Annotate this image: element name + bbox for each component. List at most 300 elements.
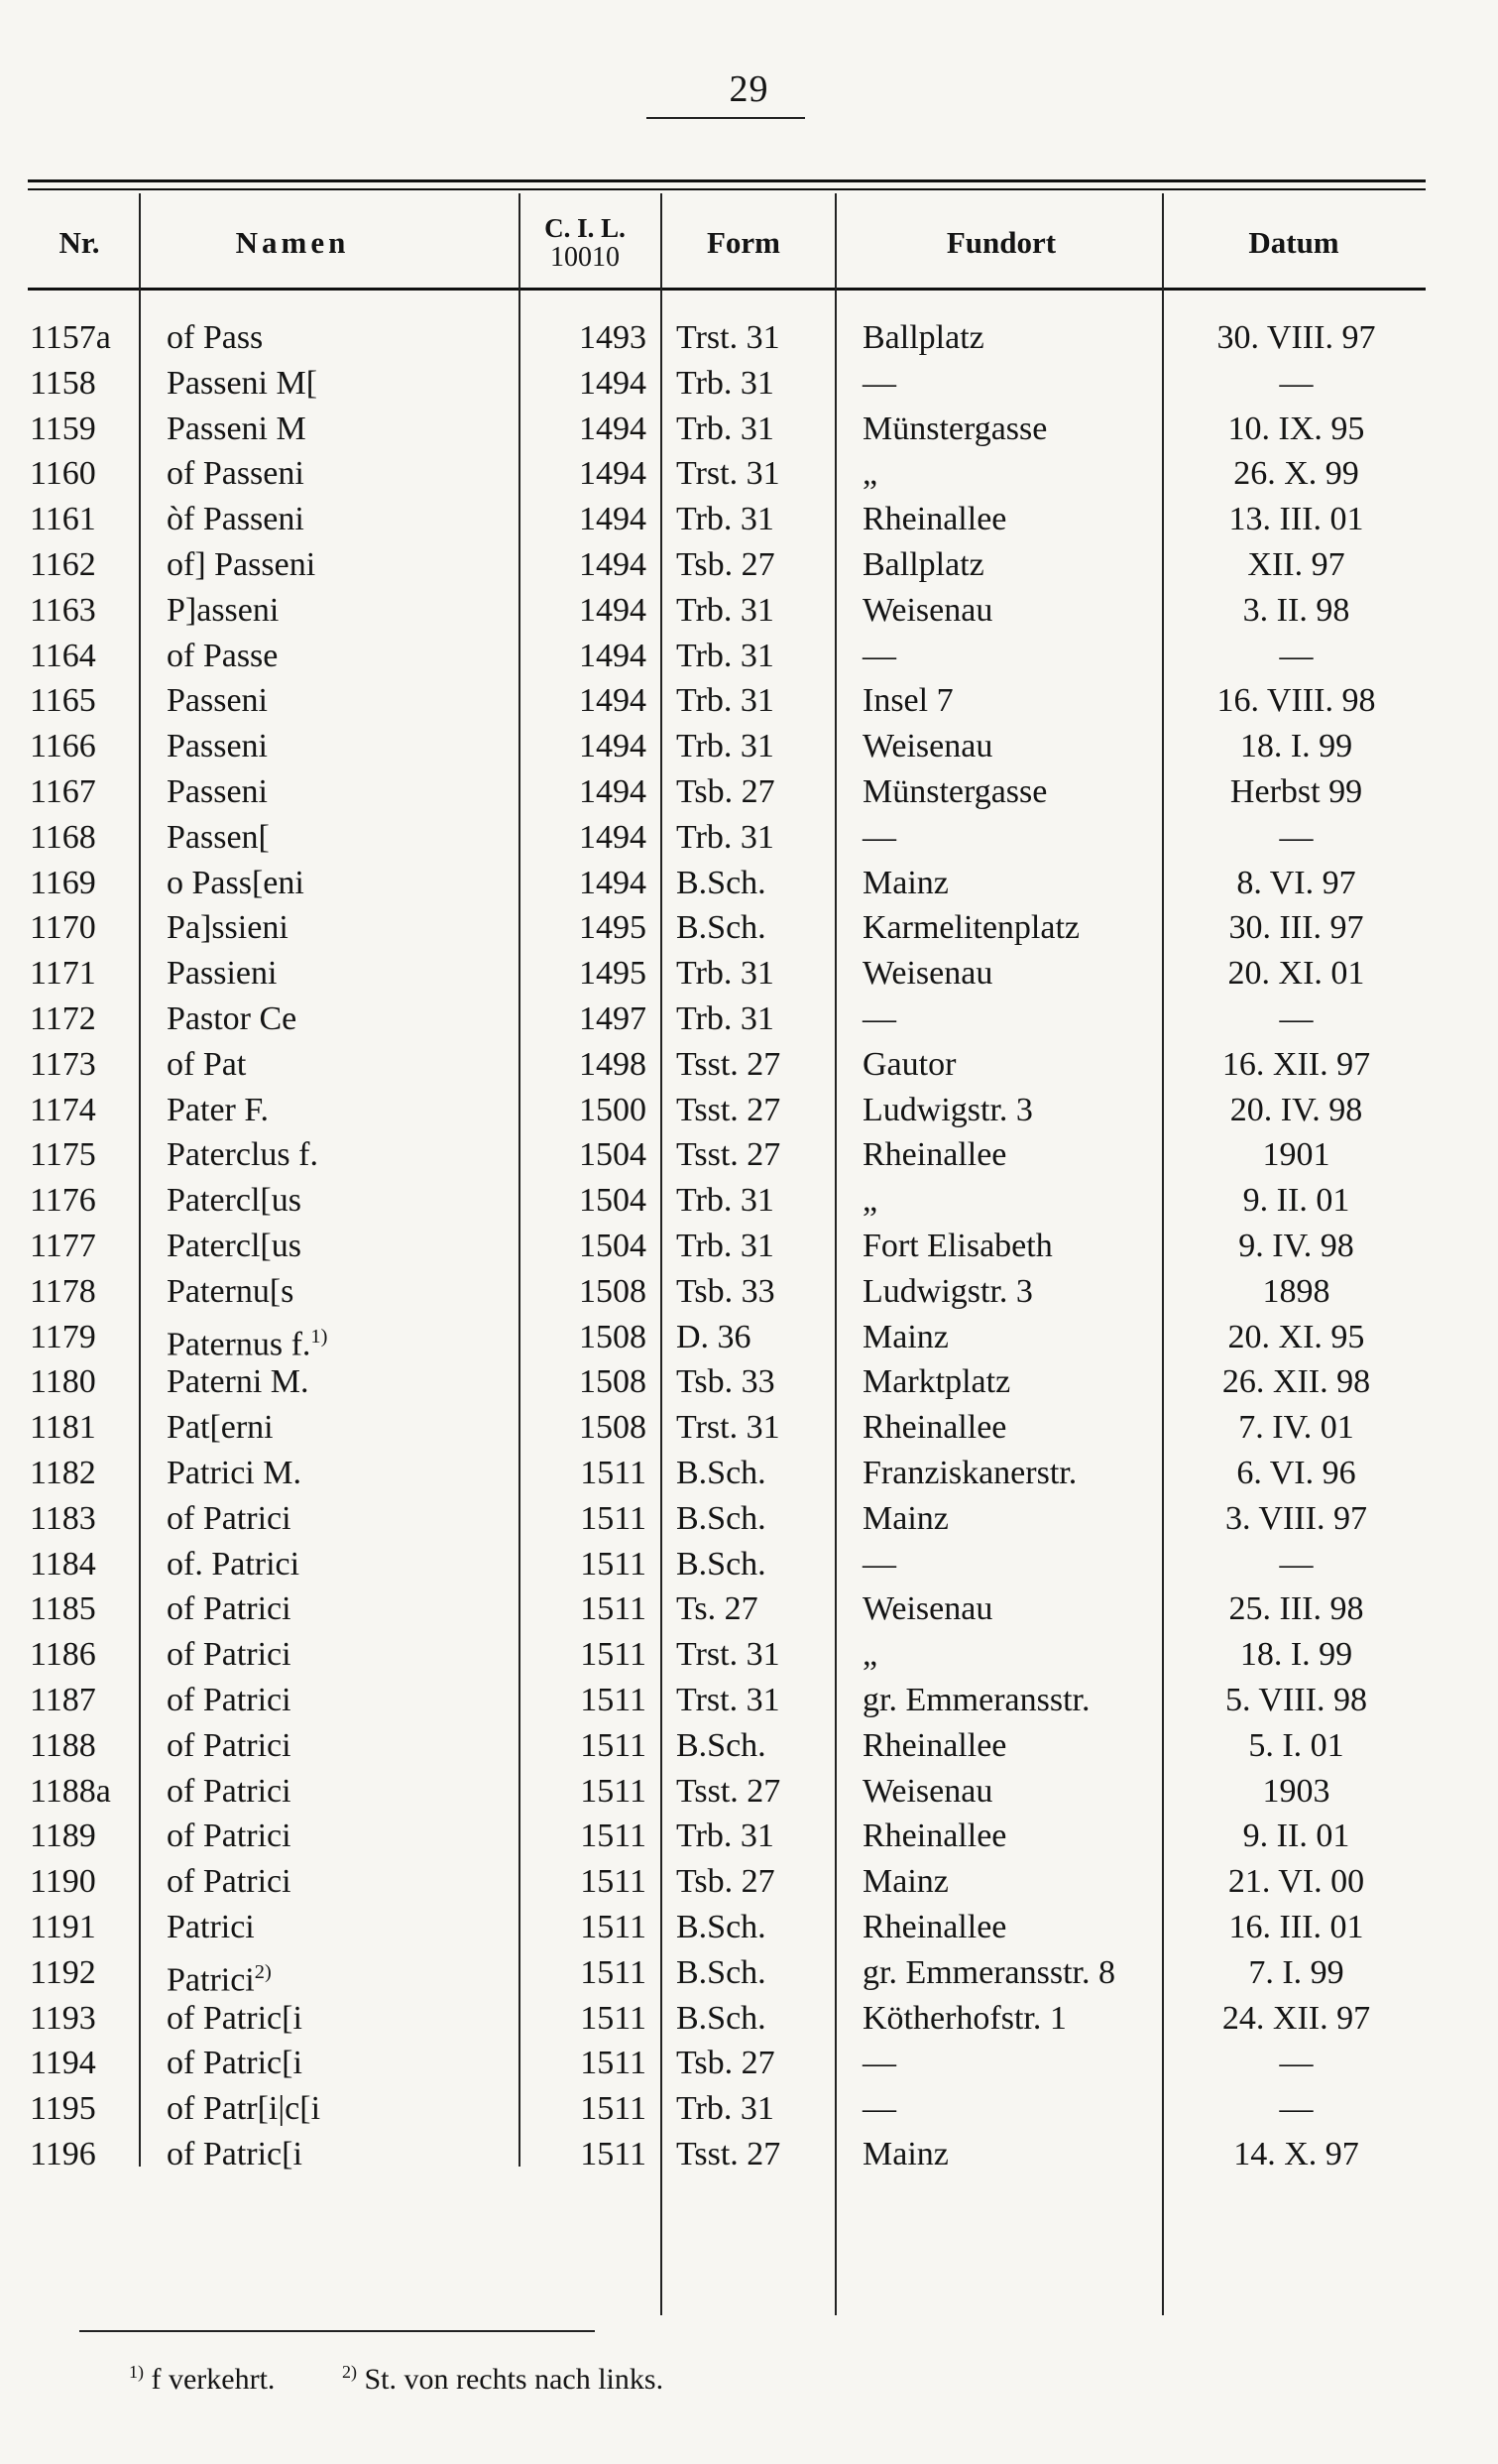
cell-cil: 1511 <box>580 1954 646 1991</box>
table-row <box>0 1405 1498 1450</box>
header-bottom-rule <box>28 288 1426 291</box>
footnote-2-text: St. von rechts nach links. <box>364 2363 664 2396</box>
cell-datum: 21. VI. 00 <box>1227 1863 1365 1900</box>
cell-nr: 1196 <box>30 2136 96 2172</box>
cell-fundort: Marktplatz <box>863 1363 1011 1400</box>
cell-fundort: Ballplatz <box>863 319 984 356</box>
table-row <box>0 1178 1498 1223</box>
cell-cil: 1497 <box>579 1000 646 1037</box>
cell-fundort: Rheinallee <box>863 1136 1007 1173</box>
cell-nr: 1187 <box>30 1682 96 1718</box>
table-row <box>0 315 1498 360</box>
footnote-1-text: f verkehrt. <box>151 2363 276 2396</box>
cell-name: of Patric[i <box>167 2136 302 2172</box>
cell-cil: 1508 <box>579 1363 646 1400</box>
cell-cil: 1504 <box>579 1182 646 1219</box>
cell-nr: 1178 <box>30 1273 96 1310</box>
table-row <box>0 542 1498 587</box>
cell-nr: 1191 <box>30 1909 96 1945</box>
cell-name: Paterni M. <box>167 1363 309 1400</box>
cell-cil: 1493 <box>579 319 646 356</box>
cell-name: Passeni M <box>167 411 306 447</box>
cell-nr: 1174 <box>30 1092 96 1128</box>
cell-nr: 1182 <box>30 1455 96 1491</box>
cell-fundort: Mainz <box>863 2136 949 2172</box>
table-row <box>0 769 1498 814</box>
cell-nr: 1165 <box>30 682 96 719</box>
cell-nr: 1170 <box>30 909 96 946</box>
footnote-rule <box>79 2330 595 2332</box>
cell-name: of Patric[i <box>167 2000 302 2037</box>
cell-form: B.Sch. <box>676 1909 766 1945</box>
cell-form: Trb. 31 <box>676 501 774 537</box>
table-top-rule-inner <box>28 188 1426 190</box>
cell-fundort: — <box>863 638 896 674</box>
cell-nr: 1166 <box>30 728 96 764</box>
cell-nr: 1176 <box>30 1182 96 1219</box>
cell-cil: 1494 <box>579 819 646 856</box>
header-cil-top: C. I. L. <box>544 213 626 243</box>
cell-nr: 1195 <box>30 2090 96 2127</box>
cell-nr: 1189 <box>30 1818 96 1854</box>
cell-datum: — <box>1279 819 1314 856</box>
cell-cil: 1511 <box>580 2136 646 2172</box>
cell-cil: 1504 <box>579 1136 646 1173</box>
table-row <box>0 1269 1498 1314</box>
footnote-1-mark: 1) <box>129 2362 144 2382</box>
cell-datum: — <box>1279 638 1314 674</box>
table-row <box>0 678 1498 723</box>
cell-name: of Passe <box>167 638 279 674</box>
cell-datum: XII. 97 <box>1247 546 1345 583</box>
cell-name: of. Patrici <box>167 1546 300 1583</box>
cell-datum: 26. X. 99 <box>1233 455 1359 492</box>
cell-cil: 1511 <box>580 2090 646 2127</box>
cell-name: of Patric[i <box>167 2045 302 2081</box>
cell-fundort: Weisenau <box>863 728 993 764</box>
footnote-ref: 2) <box>254 1961 272 1983</box>
cell-fundort: Rheinallee <box>863 1818 1007 1854</box>
cell-datum: 9. II. 01 <box>1242 1182 1350 1219</box>
cell-datum: — <box>1279 1000 1314 1037</box>
cell-cil: 1511 <box>580 1590 646 1627</box>
cell-name: Paternus f.$^{1)}$ <box>167 1326 328 1363</box>
cell-nr: 1180 <box>30 1363 96 1400</box>
cell-name: of Patrici <box>167 1863 291 1900</box>
cell-datum: 20. XI. 95 <box>1227 1319 1365 1355</box>
cell-datum: 30. III. 97 <box>1228 909 1364 946</box>
cell-nr: 1192 <box>30 1954 96 1991</box>
cell-fundort: gr. Emmeransstr. <box>863 1682 1091 1718</box>
cell-fundort: „ <box>863 1636 878 1673</box>
cell-cil: 1498 <box>579 1046 646 1083</box>
cell-nr: 1168 <box>30 819 96 856</box>
cell-form: Trb. 31 <box>676 1000 774 1037</box>
cell-nr: 1173 <box>30 1046 96 1083</box>
cell-form: Trb. 31 <box>676 682 774 719</box>
table-row <box>0 1451 1498 1495</box>
cell-cil: 1494 <box>579 411 646 447</box>
header-datum: Datum <box>1248 225 1339 260</box>
cell-datum: 26. XII. 98 <box>1221 1363 1371 1400</box>
table-row <box>0 451 1498 496</box>
cell-name: Passieni <box>167 955 278 992</box>
cell-name: Pa]ssieni <box>167 909 288 946</box>
cell-nr: 1172 <box>30 1000 96 1037</box>
cell-form: Trb. 31 <box>676 592 774 629</box>
cell-form: Tsst. 27 <box>676 1773 781 1810</box>
cell-form: Trb. 31 <box>676 411 774 447</box>
cell-fundort: Ludwigstr. 3 <box>863 1092 1033 1128</box>
cell-datum: 13. III. 01 <box>1228 501 1364 537</box>
cell-form: Tsst. 27 <box>676 2136 781 2172</box>
cell-form: B.Sch. <box>676 1954 766 1991</box>
cell-fundort: Weisenau <box>863 592 993 629</box>
cell-nr: 1181 <box>30 1409 96 1446</box>
table-row <box>0 1542 1498 1586</box>
header-cil <box>516 203 654 283</box>
cell-nr: 1164 <box>30 638 96 674</box>
cell-name: of Patrici <box>167 1500 291 1537</box>
cell-fundort: — <box>863 1546 896 1583</box>
cell-fundort: Kötherhofstr. 1 <box>863 2000 1067 2037</box>
cell-form: Ts. 27 <box>676 1590 758 1627</box>
cell-nr: 1161 <box>30 501 96 537</box>
cell-fundort: Gautor <box>863 1046 957 1083</box>
table-row <box>0 1224 1498 1268</box>
table-row <box>0 1678 1498 1722</box>
cell-cil: 1494 <box>579 501 646 537</box>
table-row <box>0 1042 1498 1087</box>
cell-cil: 1494 <box>579 592 646 629</box>
cell-fundort: „ <box>863 1182 878 1219</box>
cell-form: B.Sch. <box>676 1546 766 1583</box>
cell-cil: 1494 <box>579 638 646 674</box>
cell-form: Trb. 31 <box>676 1182 774 1219</box>
table-row <box>0 1769 1498 1814</box>
table-row <box>0 2086 1498 2131</box>
cell-form: Tsst. 27 <box>676 1046 781 1083</box>
cell-datum: 9. IV. 98 <box>1238 1228 1354 1264</box>
cell-datum: 18. I. 99 <box>1239 728 1353 764</box>
cell-nr: 1163 <box>30 592 96 629</box>
cell-datum: — <box>1279 1546 1314 1583</box>
cell-cil: 1494 <box>579 546 646 583</box>
cell-name: Paterclus f. <box>167 1136 318 1173</box>
cell-fundort: — <box>863 1000 896 1037</box>
cell-form: Tsb. 27 <box>676 1863 775 1900</box>
footnote-2 <box>342 2363 663 2396</box>
cell-datum: 1898 <box>1262 1273 1330 1310</box>
table-row <box>0 724 1498 768</box>
cell-datum: 16. XII. 97 <box>1221 1046 1371 1083</box>
cell-form: Trst. 31 <box>676 1409 780 1446</box>
cell-name: of] Passeni <box>167 546 316 583</box>
cell-form: Trst. 31 <box>676 1636 780 1673</box>
cell-datum: 18. I. 99 <box>1239 1636 1353 1673</box>
cell-fundort: Franziskanerstr. <box>863 1455 1078 1491</box>
cell-form: Trb. 31 <box>676 638 774 674</box>
cell-datum: 1901 <box>1262 1136 1330 1173</box>
table-row <box>0 588 1498 633</box>
cell-nr: 1171 <box>30 955 96 992</box>
cell-datum: 30. VIII. 97 <box>1216 319 1376 356</box>
cell-form: Trb. 31 <box>676 365 774 402</box>
cell-nr: 1188 <box>30 1727 96 1764</box>
table-row <box>0 1359 1498 1404</box>
table-top-rule <box>28 179 1426 182</box>
cell-form: Tsb. 27 <box>676 2045 775 2081</box>
cell-fundort: Ludwigstr. 3 <box>863 1273 1033 1310</box>
header-fundort: Fundort <box>946 225 1057 260</box>
cell-datum: — <box>1279 365 1314 402</box>
header-cil-bottom: 10010 <box>550 242 620 273</box>
cell-fundort: Rheinallee <box>863 501 1007 537</box>
cell-nr: 1160 <box>30 455 96 492</box>
cell-name: Passeni <box>167 682 268 719</box>
cell-cil: 1508 <box>579 1409 646 1446</box>
cell-name: òf Passeni <box>167 501 304 537</box>
cell-datum: 1903 <box>1262 1773 1330 1810</box>
cell-fundort: — <box>863 2090 896 2127</box>
cell-name: of Pat <box>167 1046 247 1083</box>
table-row <box>0 951 1498 996</box>
cell-cil: 1494 <box>579 728 646 764</box>
cell-cil: 1500 <box>579 1092 646 1128</box>
table-row <box>0 1905 1498 1949</box>
table-row <box>0 861 1498 905</box>
cell-form: Trb. 31 <box>676 955 774 992</box>
cell-nr: 1188a <box>30 1773 111 1810</box>
cell-name: of Patrici <box>167 1773 291 1810</box>
cell-fundort: — <box>863 2045 896 2081</box>
cell-form: B.Sch. <box>676 1500 766 1537</box>
cell-cil: 1511 <box>580 1682 646 1718</box>
table-row <box>0 1723 1498 1768</box>
cell-form: B.Sch. <box>676 1455 766 1491</box>
cell-fundort: Weisenau <box>863 1590 993 1627</box>
cell-name: Pastor Ce <box>167 1000 297 1037</box>
cell-name: of Passeni <box>167 455 304 492</box>
cell-form: Tsb. 33 <box>676 1273 775 1310</box>
cell-form: Trb. 31 <box>676 819 774 856</box>
cell-cil: 1508 <box>579 1319 646 1355</box>
cell-nr: 1167 <box>30 773 96 810</box>
cell-cil: 1494 <box>579 865 646 901</box>
cell-form: B.Sch. <box>676 1727 766 1764</box>
cell-name: of Patrici <box>167 1590 291 1627</box>
cell-datum: 25. III. 98 <box>1228 1590 1364 1627</box>
cell-name: Pater F. <box>167 1092 270 1128</box>
cell-nr: 1158 <box>30 365 96 402</box>
cell-form: Trb. 31 <box>676 1228 774 1264</box>
cell-fundort: Ballplatz <box>863 546 984 583</box>
table-row <box>0 497 1498 541</box>
cell-form: Tsb. 27 <box>676 546 775 583</box>
cell-fundort: Fort Elisabeth <box>863 1228 1053 1264</box>
cell-cil: 1494 <box>579 773 646 810</box>
cell-name: Paternu[s <box>167 1273 294 1310</box>
cell-datum: — <box>1279 2045 1314 2081</box>
cell-nr: 1194 <box>30 2045 96 2081</box>
cell-fundort: Münstergasse <box>863 411 1048 447</box>
cell-cil: 1511 <box>580 2045 646 2081</box>
cell-datum: 20. XI. 01 <box>1227 955 1365 992</box>
cell-name: of Patrici <box>167 1818 291 1854</box>
header-nr: Nr. <box>58 225 100 260</box>
cell-form: B.Sch. <box>676 2000 766 2037</box>
page-number: 29 <box>729 68 769 110</box>
cell-fundort: — <box>863 819 896 856</box>
cell-form: Trb. 31 <box>676 2090 774 2127</box>
cell-datum: Herbst 99 <box>1229 773 1363 810</box>
cell-fundort: Weisenau <box>863 955 993 992</box>
cell-name: Passeni <box>167 773 268 810</box>
table-row <box>0 1632 1498 1677</box>
cell-nr: 1186 <box>30 1636 96 1673</box>
cell-form: Trb. 31 <box>676 728 774 764</box>
table-row <box>0 2132 1498 2176</box>
header-form: Form <box>706 225 781 260</box>
cell-cil: 1495 <box>579 955 646 992</box>
cell-nr: 1190 <box>30 1863 96 1900</box>
cell-cil: 1494 <box>579 682 646 719</box>
cell-name: Passen[ <box>167 819 270 856</box>
cell-form: Trb. 31 <box>676 1818 774 1854</box>
page-number-rule <box>646 117 805 119</box>
table-row <box>0 815 1498 860</box>
cell-cil: 1508 <box>579 1273 646 1310</box>
cell-name: of Patrici <box>167 1727 291 1764</box>
footnote-ref: 1) <box>310 1326 328 1348</box>
footnote-2-mark: 2) <box>341 2362 357 2382</box>
cell-fundort: Mainz <box>863 1500 949 1537</box>
cell-datum: 24. XII. 97 <box>1221 2000 1371 2037</box>
cell-form: Tsb. 27 <box>676 773 775 810</box>
cell-cil: 1511 <box>580 1909 646 1945</box>
cell-name: Passeni M[ <box>167 365 318 402</box>
cell-datum: 5. VIII. 98 <box>1225 1682 1367 1718</box>
cell-cil: 1494 <box>579 365 646 402</box>
cell-name: Patercl[us <box>167 1228 301 1264</box>
cell-nr: 1183 <box>30 1500 96 1537</box>
cell-cil: 1511 <box>580 2000 646 2037</box>
cell-name: Patrici$^{2)}$ <box>167 1961 272 1999</box>
footnote-1 <box>129 2363 275 2396</box>
cell-fundort: Rheinallee <box>863 1909 1007 1945</box>
cell-fundort: Mainz <box>863 1863 949 1900</box>
table-row <box>0 1996 1498 2041</box>
cell-datum: 3. II. 98 <box>1242 592 1350 629</box>
cell-nr: 1162 <box>30 546 96 583</box>
cell-fundort: Münstergasse <box>863 773 1048 810</box>
cell-form: Trst. 31 <box>676 1682 780 1718</box>
cell-cil: 1511 <box>580 1863 646 1900</box>
cell-cil: 1511 <box>580 1773 646 1810</box>
cell-name: Patrici <box>167 1909 255 1945</box>
cell-fundort: Insel 7 <box>863 682 954 719</box>
cell-fundort: „ <box>863 455 878 492</box>
cell-datum: 7. IV. 01 <box>1238 1409 1354 1446</box>
cell-fundort: Weisenau <box>863 1773 993 1810</box>
cell-nr: 1185 <box>30 1590 96 1627</box>
cell-fundort: Rheinallee <box>863 1409 1007 1446</box>
cell-name: of Patrici <box>167 1682 291 1718</box>
cell-fundort: gr. Emmeransstr. 8 <box>863 1954 1115 1991</box>
cell-datum: 20. IV. 98 <box>1229 1092 1363 1128</box>
table-row <box>0 1814 1498 1858</box>
cell-datum: 10. IX. 95 <box>1227 411 1365 447</box>
cell-cil: 1511 <box>580 1455 646 1491</box>
cell-datum: 16. III. 01 <box>1228 1909 1364 1945</box>
cell-form: B.Sch. <box>676 909 766 946</box>
cell-nr: 1157a <box>30 319 111 356</box>
table-row <box>0 1950 1498 1999</box>
cell-name: Passeni <box>167 728 268 764</box>
cell-fundort: — <box>863 365 896 402</box>
table-row <box>0 361 1498 406</box>
cell-name: Patercl[us <box>167 1182 301 1219</box>
cell-fundort: Rheinallee <box>863 1727 1007 1764</box>
cell-cil: 1511 <box>580 1818 646 1854</box>
cell-datum: — <box>1279 2090 1314 2127</box>
cell-name: of Patrici <box>167 1636 291 1673</box>
cell-name: of Patr[i|c[i <box>167 2090 321 2127</box>
cell-cil: 1495 <box>579 909 646 946</box>
table-row <box>0 1859 1498 1904</box>
header-name: Namen <box>235 225 350 260</box>
cell-form: Tsst. 27 <box>676 1092 781 1128</box>
cell-form: D. 36 <box>676 1319 751 1355</box>
cell-form: B.Sch. <box>676 865 766 901</box>
cell-cil: 1511 <box>580 1546 646 1583</box>
cell-name: of Pass <box>167 319 264 356</box>
cell-cil: 1511 <box>580 1500 646 1537</box>
cell-datum: 16. VIII. 98 <box>1216 682 1376 719</box>
cell-fundort: Karmelitenplatz <box>863 909 1081 946</box>
cell-form: Tsst. 27 <box>676 1136 781 1173</box>
table-row <box>0 997 1498 1041</box>
cell-fundort: Mainz <box>863 865 949 901</box>
cell-nr: 1177 <box>30 1228 96 1264</box>
cell-nr: 1169 <box>30 865 96 901</box>
cell-cil: 1511 <box>580 1636 646 1673</box>
cell-form: Tsb. 33 <box>676 1363 775 1400</box>
cell-datum: 9. II. 01 <box>1242 1818 1350 1854</box>
cell-nr: 1175 <box>30 1136 96 1173</box>
cell-fundort: Mainz <box>863 1319 949 1355</box>
cell-nr: 1193 <box>30 2000 96 2037</box>
cell-cil: 1494 <box>579 455 646 492</box>
cell-cil: 1504 <box>579 1228 646 1264</box>
cell-datum: 14. X. 97 <box>1233 2136 1359 2172</box>
cell-datum: 5. I. 01 <box>1248 1727 1344 1764</box>
cell-name: Pat[erni <box>167 1409 274 1446</box>
table-row <box>0 407 1498 451</box>
cell-datum: 7. I. 99 <box>1248 1954 1344 1991</box>
cell-name: P]asseni <box>167 592 280 629</box>
table-row <box>0 1496 1498 1541</box>
cell-datum: 3. VIII. 97 <box>1225 1500 1367 1537</box>
cell-nr: 1159 <box>30 411 96 447</box>
cell-name: Patrici M. <box>167 1455 301 1491</box>
cell-nr: 1179 <box>30 1319 96 1355</box>
cell-name: o Pass[eni <box>167 865 304 901</box>
table-row <box>0 1088 1498 1132</box>
cell-form: Trst. 31 <box>676 455 780 492</box>
table-row <box>0 1586 1498 1631</box>
table-row <box>0 634 1498 678</box>
